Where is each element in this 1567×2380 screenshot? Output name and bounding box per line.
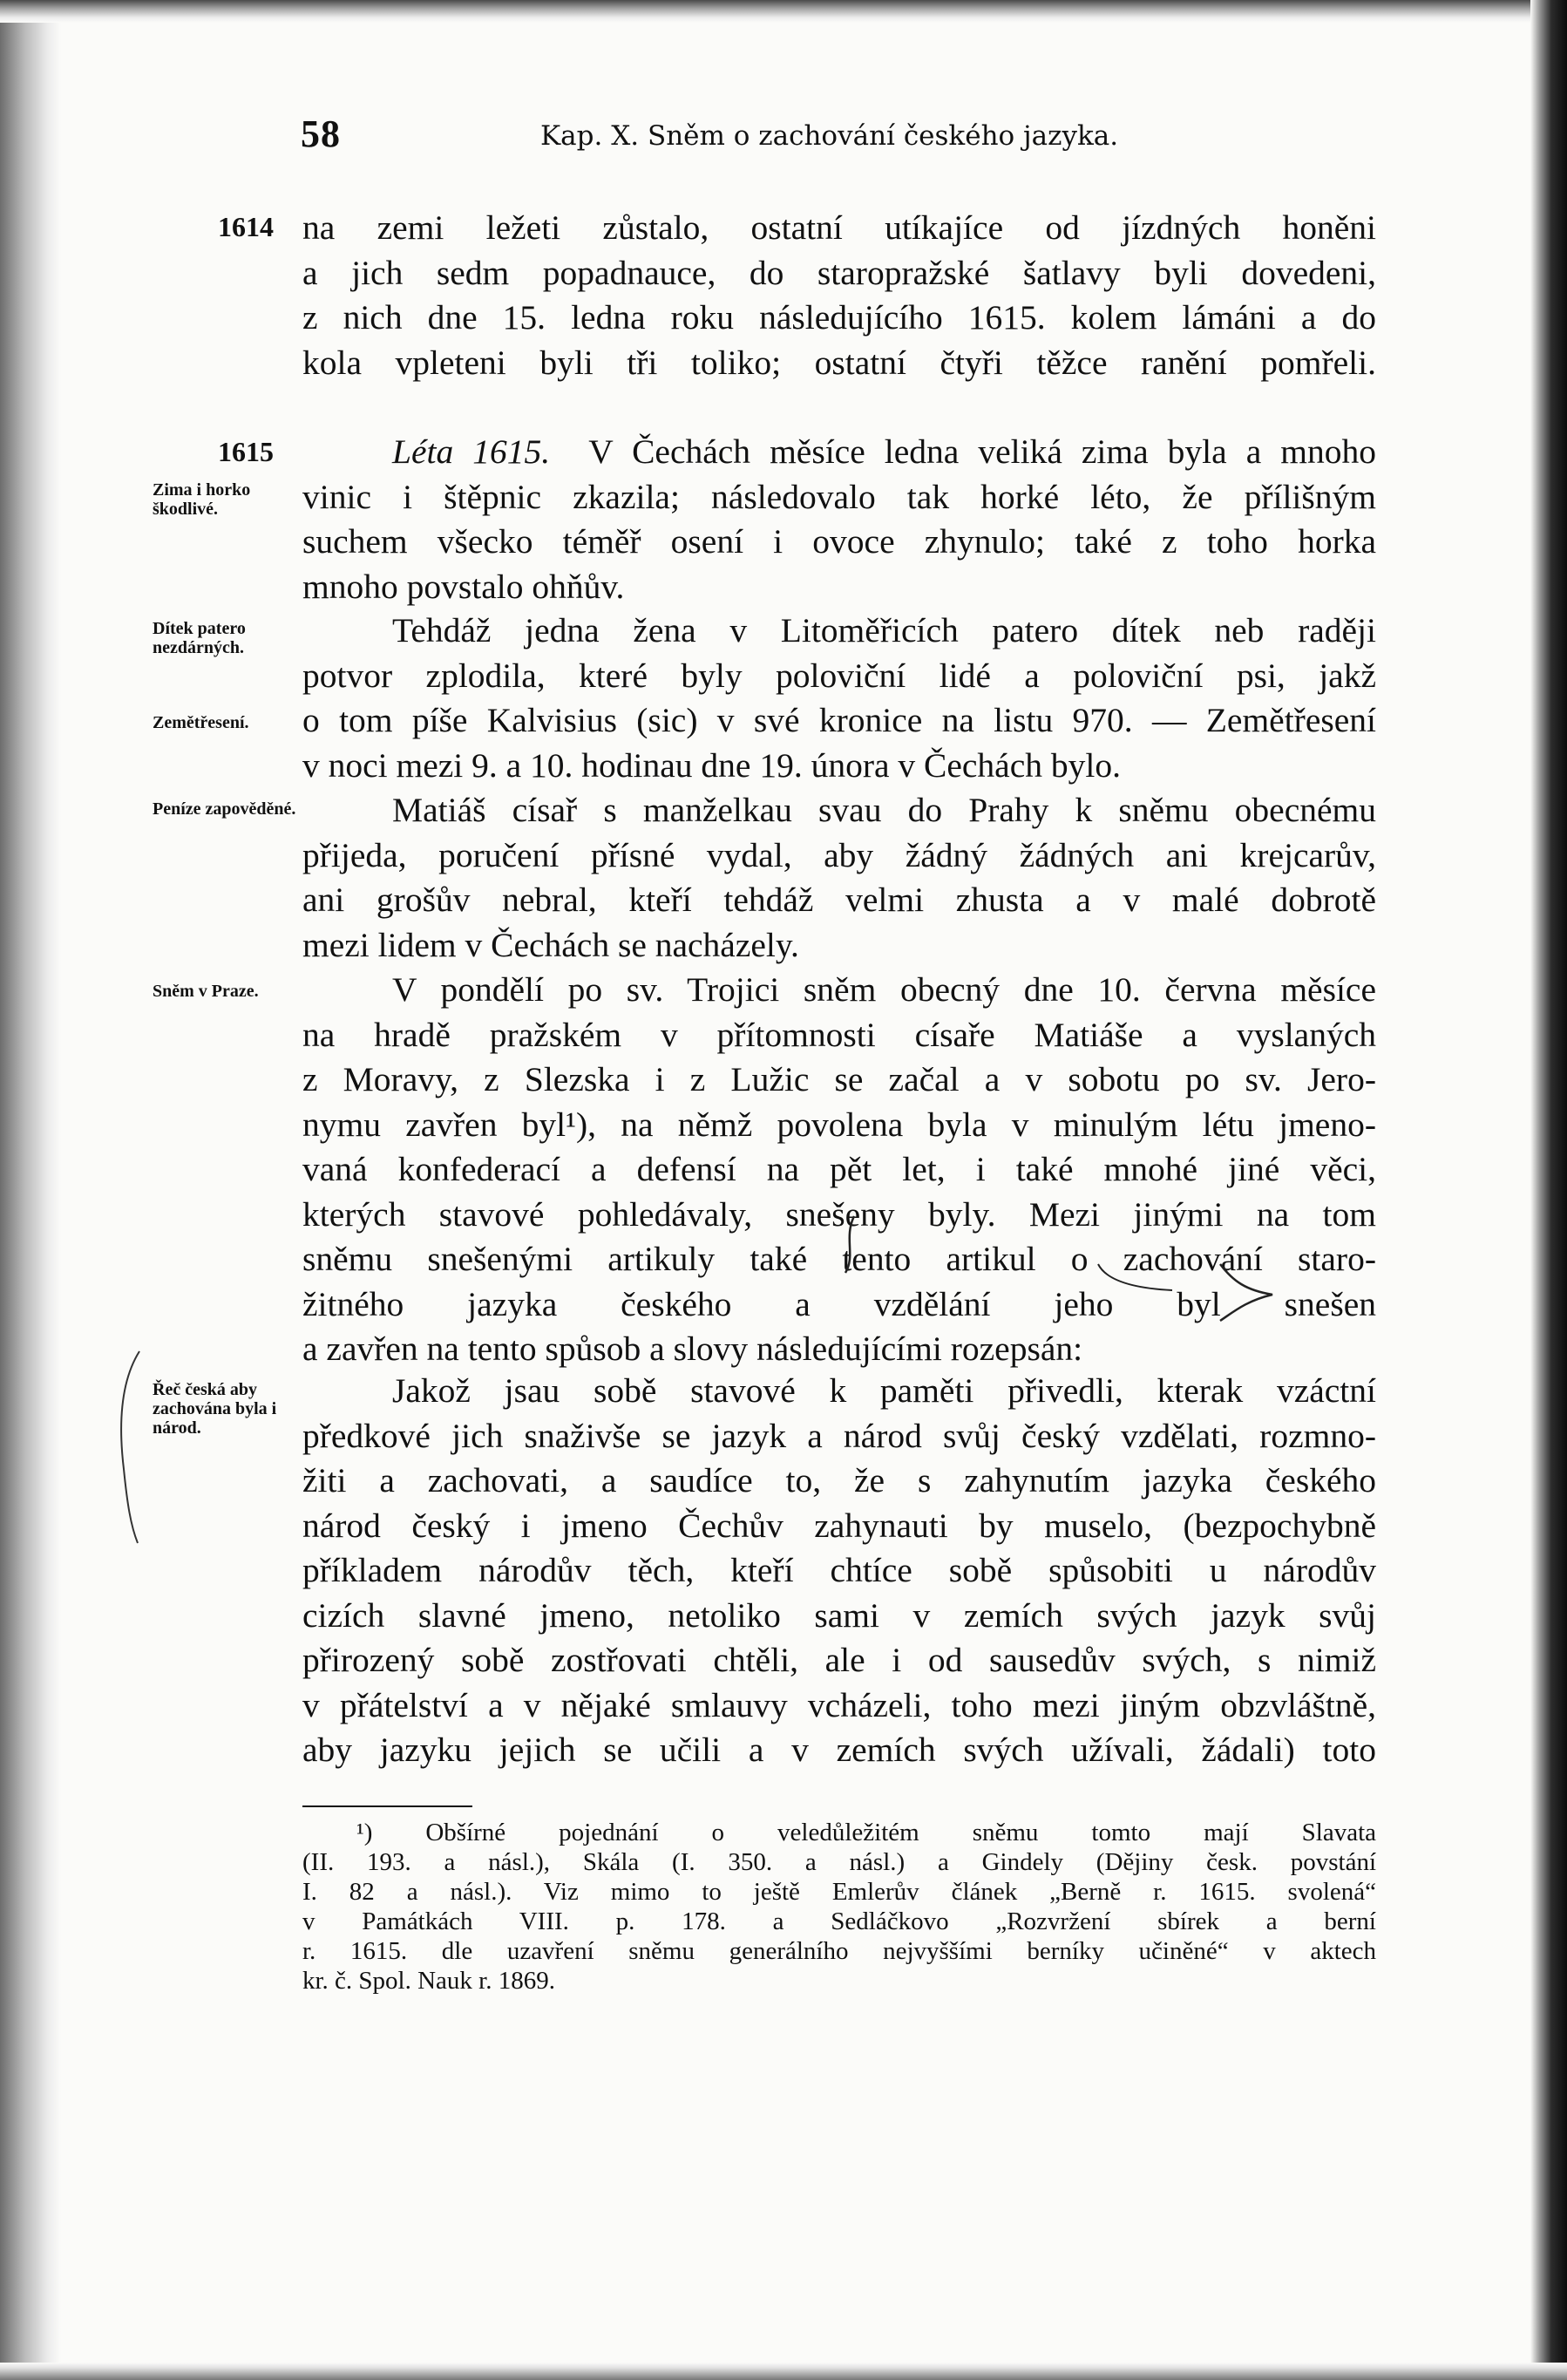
page-number: 58 [301, 112, 341, 155]
text-line: národ český i jmeno Čechův zahynauti by muselo, (bezpochybně [302, 1506, 1376, 1545]
text-line: Matiáš císař s manželkau svau do Prahy k sněmu obecnému [392, 791, 1376, 829]
text-line: příkladem národův těch, kteří chtíce sobě spůsobiti u národův [302, 1551, 1376, 1589]
text-line: v přátelství a v nějaké smlauvy vcházeli, toho mezi jiným obzvláštně, [302, 1685, 1376, 1724]
margin-bracket-mark [112, 1347, 146, 1547]
pen-annotation-mark [837, 1203, 1290, 1325]
text-line: kterých stavové pohledávaly, snešeny byly. Mezi jinými na tom [302, 1194, 1376, 1234]
footnote [302, 1818, 1376, 1996]
paragraph-1 [302, 206, 1376, 385]
footnote-line: v Památkách VIII. p. 178. a Sedláčkovo „Rozvržení sbírek a berní [302, 1907, 1376, 1935]
margin-year-1615: 1615 [218, 436, 274, 467]
text-line: V pondělí po sv. Trojici sněm obecný dne 10. června měsíce [392, 970, 1376, 1009]
text-line: předkové jich snaživše se jazyk a národ svůj český vzdělati, rozmno- [302, 1416, 1376, 1455]
paragraph-2 [302, 430, 1376, 609]
text-line: cizích slavné jmeno, netoliko sami v zemích svých jazyk svůj [302, 1595, 1376, 1635]
text-line: potvor zplodila, které byly poloviční lidé a poloviční psi, jakž [302, 656, 1376, 695]
margin-note-winter: Zima i horko škodlivé. [153, 480, 251, 519]
text-line: z nich dne 15. ledna roku následujícího 1615. kolem lámáni a do [302, 298, 1376, 337]
page-edge-left [0, 0, 61, 2380]
text-line: Jakož jsau sobě stavové k paměti přivedli, kterak vzáctní [392, 1371, 1376, 1410]
text-line: na zemi ležeti zůstalo, ostatní utíkajíce od jízdných honěni [302, 208, 1376, 247]
year-heading: Léta 1615. [392, 432, 551, 471]
margin-note-children: Dítek patero nezdárných. [153, 619, 246, 657]
text-line: vinic i štěpnic zkazila; následovalo tak horké léto, že přílišným [302, 477, 1376, 516]
text-line: Léta 1615. V Čechách měsíce ledna veliká zima byla a mnoho [392, 432, 1377, 471]
footnote-line: (II. 193. a násl.), Skála (I. 350. a násl.) a Gindely (Dějiny česk. povstání [302, 1848, 1376, 1876]
margin-note-money: Peníze zapověděné. [153, 799, 296, 819]
margin-note-diet: Sněm v Praze. [153, 982, 259, 1001]
text-line: přijeda, poručení přísné vydal, aby žádný žádných ani krejcarův, [302, 835, 1376, 874]
text-line: nymu zavřen byl¹), na němž povolena byla v minulým létu jmeno- [302, 1105, 1376, 1144]
paragraph-4 [302, 788, 1376, 968]
text-line: v noci mezi 9. a 10. hodinau dne 19. února v Čechách bylo. [302, 745, 1121, 785]
text-line: kola vpleteni byli tři toliko; ostatní čtyři těžce ranění pomřeli. [302, 343, 1376, 382]
text-line: aby jazyku jejich se učili a v zemích svých užívali, žádali) toto [302, 1731, 1376, 1769]
footnote-line: I. 82 a násl.). Viz mimo to ještě Emlerův článek „Berně r. 1615. svolená“ [302, 1878, 1376, 1906]
paragraph-6 [302, 1369, 1376, 1773]
page-header [301, 112, 1137, 155]
page-edge-top [0, 0, 1567, 23]
page-edge-bottom [0, 2363, 1567, 2380]
margin-note-language: Řeč česká aby zachována byla i národ. [153, 1380, 277, 1438]
text-line: žiti a zachovati, a saudíce to, že s zahynutím jazyka českého [302, 1461, 1376, 1499]
running-head: Kap. X. Sněm o zachování českého jazyka. [540, 120, 1119, 152]
text-line: suchem všecko téměř osení i ovoce zhynulo; také z toho horka [302, 522, 1376, 561]
text-line: mnoho povstalo ohňův. [302, 567, 625, 606]
footnote-line: kr. č. Spol. Nauk r. 1869. [302, 1967, 555, 1995]
text-line: ani grošův nebral, kteří tehdáž velmi zhusta a v malé dobrotě [302, 881, 1376, 919]
text-line: sněmu snešenými artikuly také tento artikul o zachování staro- [302, 1240, 1376, 1278]
text-line: o tom píše Kalvisius (sic) v své kronice na listu 970. — Zemětřesení [302, 701, 1376, 739]
paragraph-3 [302, 609, 1376, 788]
text-line: žitného jazyka českého a vzdělání jeho byl snešen [302, 1284, 1376, 1323]
margin-year-1614: 1614 [218, 211, 274, 242]
footnote-line: ¹) Obšírné pojednání o veledůležitém sněmu tomto mají Slavata [356, 1819, 1376, 1846]
text-line: vaná konfederací a defensí na pět let, i také mnohé jiné věci, [302, 1150, 1376, 1188]
footnote-line: r. 1615. dle uzavření sněmu generálního nejvyššími berníky učiněné“ v aktech [302, 1937, 1376, 1965]
text-line: přirozený sobě zostřovati chtěli, ale i od sausedův svých, s nimiž [302, 1641, 1376, 1679]
text-line: Tehdáž jedna žena v Litoměřicích patero dítek neb raději [392, 611, 1376, 649]
text-line: z Moravy, z Slezska i z Lužic se začal a v sobotu po sv. Jero- [302, 1060, 1376, 1098]
margin-note-earthquake: Zemětřesení. [153, 713, 249, 732]
footnote-rule [302, 1805, 472, 1807]
text-line: na hradě pražském v přítomnosti císaře Matiáše a vyslaných [302, 1015, 1376, 1054]
page-edge-right [1530, 0, 1567, 2380]
text-line: a zavřen na tento spůsob a slovy následujícími rozepsán: [302, 1329, 1083, 1368]
text-line: mezi lidem v Čechách se nacházely. [302, 925, 799, 964]
text-line: a jich sedm popadnauce, do staropražské šatlavy byli dovedeni, [302, 253, 1376, 292]
